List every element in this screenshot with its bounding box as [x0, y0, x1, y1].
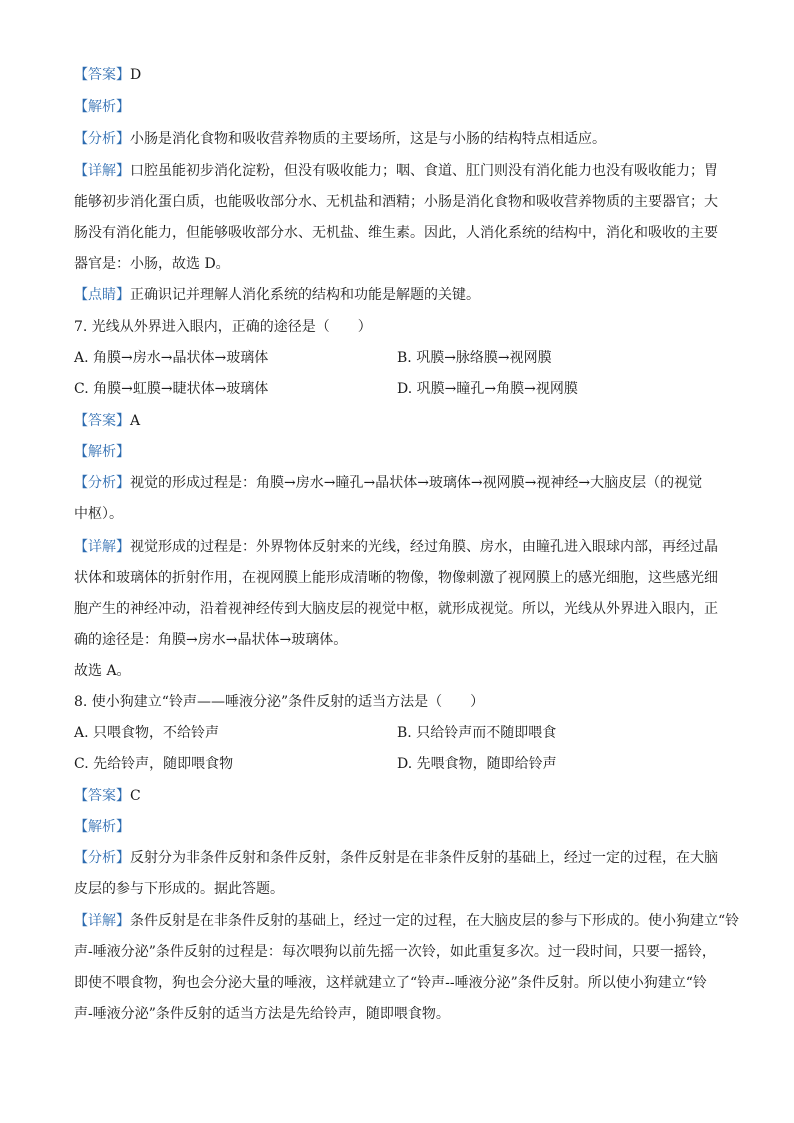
q7-option-d: D. 巩膜→瞳孔→角膜→视网膜 [397, 381, 578, 397]
analysis-tag: 【解析】 [74, 819, 130, 835]
q7-xiangjie-line-1 [74, 538, 724, 556]
q8-xiangjie-line-4: 声-唾液分泌”条件反射的适当方法是先给铃声，随即喂食物。 [74, 1006, 450, 1022]
q8-answer-line [74, 787, 724, 805]
q7-xiangjie-line-4: 确的途径是：角膜→房水→晶状体→玻璃体。 [74, 632, 348, 648]
q6-xiangjie-line-1 [74, 162, 724, 180]
q8-xiangjie-line-3: 即使不喂食物，狗也会分泌大量的唾液，这样就建立了“铃声--唾液分泌”条件反射。所以使小狗建立“铃 [74, 975, 707, 991]
q8-option-c: C. 先给铃声，随即喂食物 [74, 756, 234, 772]
q7-answer-line [74, 412, 724, 430]
fenxi-text: 视觉的形成过程是：角膜→房水→瞳孔→晶状体→玻璃体→视网膜→视神经→大脑皮层（的视觉 [130, 475, 703, 491]
answer-tag: 【答案】 [74, 67, 130, 83]
q6-xiangjie-line-4: 器官是：小肠，故选 D。 [74, 256, 230, 272]
q6-xiangjie-line-2: 能够初步消化蛋白质，也能吸收部分水、无机盐和酒精；小肠是消化食物和吸收营养物质的主要器官；大 [74, 194, 718, 210]
q6-jiexi-line [74, 98, 724, 116]
xiangjie-tag: 【详解】 [74, 913, 130, 929]
fenxi-tag: 【分析】 [74, 131, 130, 147]
q7-conclusion: 故选 A。 [74, 663, 131, 679]
q6-answer-line [74, 66, 724, 84]
fenxi-text: 小肠是消化食物和吸收营养物质的主要场所，这是与小肠的结构特点相适应。 [130, 131, 606, 147]
q6-dianjing-line [74, 286, 724, 304]
xiangjie-text: 条件反射是在非条件反射的基础上，经过一定的过程，在大脑皮层的参与下形成的。使小狗建立“铃 [130, 913, 740, 929]
xiangjie-tag: 【详解】 [74, 539, 130, 555]
q7-option-b: B. 巩膜→脉络膜→视网膜 [397, 350, 552, 366]
fenxi-tag: 【分析】 [74, 850, 130, 866]
q7-option-c: C. 角膜→虹膜→睫状体→玻璃体 [74, 381, 269, 397]
analysis-tag: 【解析】 [74, 444, 130, 460]
q8-option-a: A. 只喂食物，不给铃声 [74, 725, 220, 741]
q8-option-b: B. 只给铃声而不随即喂食 [397, 725, 557, 741]
q7-fenxi-line-1 [74, 474, 724, 492]
q7-stem: 7. 光线从外界进入眼内，正确的途径是（ ） [74, 319, 372, 335]
dianjing-tag: 【点睛】 [74, 287, 130, 303]
q7-xiangjie-line-3: 胞产生的神经冲动，沿着视神经传到大脑皮层的视觉中枢，就形成视觉。所以，光线从外界进入眼内，正 [74, 601, 718, 617]
answer-tag: 【答案】 [74, 788, 130, 804]
answer-value: C [130, 788, 141, 804]
q7-fenxi-line-2: 中枢）。 [74, 506, 123, 522]
xiangjie-text: 视觉形成的过程是：外界物体反射来的光线，经过角膜、房水，由瞳孔进入眼球内部，再经过晶 [130, 539, 718, 555]
fenxi-tag: 【分析】 [74, 475, 130, 491]
q8-jiexi-line [74, 818, 724, 836]
q8-option-d: D. 先喂食物，随即给铃声 [397, 756, 557, 772]
q8-fenxi-line-1 [74, 849, 724, 867]
q7-option-a: A. 角膜→房水→晶状体→玻璃体 [74, 350, 269, 366]
q7-xiangjie-line-2: 状体和玻璃体的折射作用，在视网膜上能形成清晰的物像，物像刺激了视网膜上的感光细胞，这些感光细 [74, 570, 718, 586]
analysis-tag: 【解析】 [74, 99, 130, 115]
answer-tag: 【答案】 [74, 413, 130, 429]
q6-xiangjie-line-3: 肠没有消化能力，但能够吸收部分水、无机盐、维生素。因此，人消化系统的结构中，消化和吸收的主要 [74, 225, 718, 241]
xiangjie-tag: 【详解】 [74, 163, 130, 179]
answer-value: D [130, 67, 142, 83]
dianjing-text: 正确识记并理解人消化系统的结构和功能是解题的关键。 [130, 287, 480, 303]
xiangjie-text: 口腔虽能初步消化淀粉，但没有吸收能力；咽、食道、肛门则没有消化能力也没有吸收能力；胃 [130, 163, 718, 179]
q6-fenxi-line [74, 130, 724, 148]
q8-stem: 8. 使小狗建立“铃声——唾液分泌”条件反射的适当方法是（ ） [74, 694, 485, 710]
q8-fenxi-line-2: 皮层的参与下形成的。据此答题。 [74, 881, 284, 897]
answer-value: A [130, 413, 141, 429]
fenxi-text: 反射分为非条件反射和条件反射，条件反射是在非条件反射的基础上，经过一定的过程，在大脑 [130, 850, 718, 866]
q8-xiangjie-line-1 [74, 912, 740, 930]
q7-jiexi-line [74, 443, 724, 461]
q8-xiangjie-line-2: 声-唾液分泌”条件反射的过程是：每次喂狗以前先摇一次铃，如此重复多次。过一段时间，只要一摇铃， [74, 944, 716, 960]
